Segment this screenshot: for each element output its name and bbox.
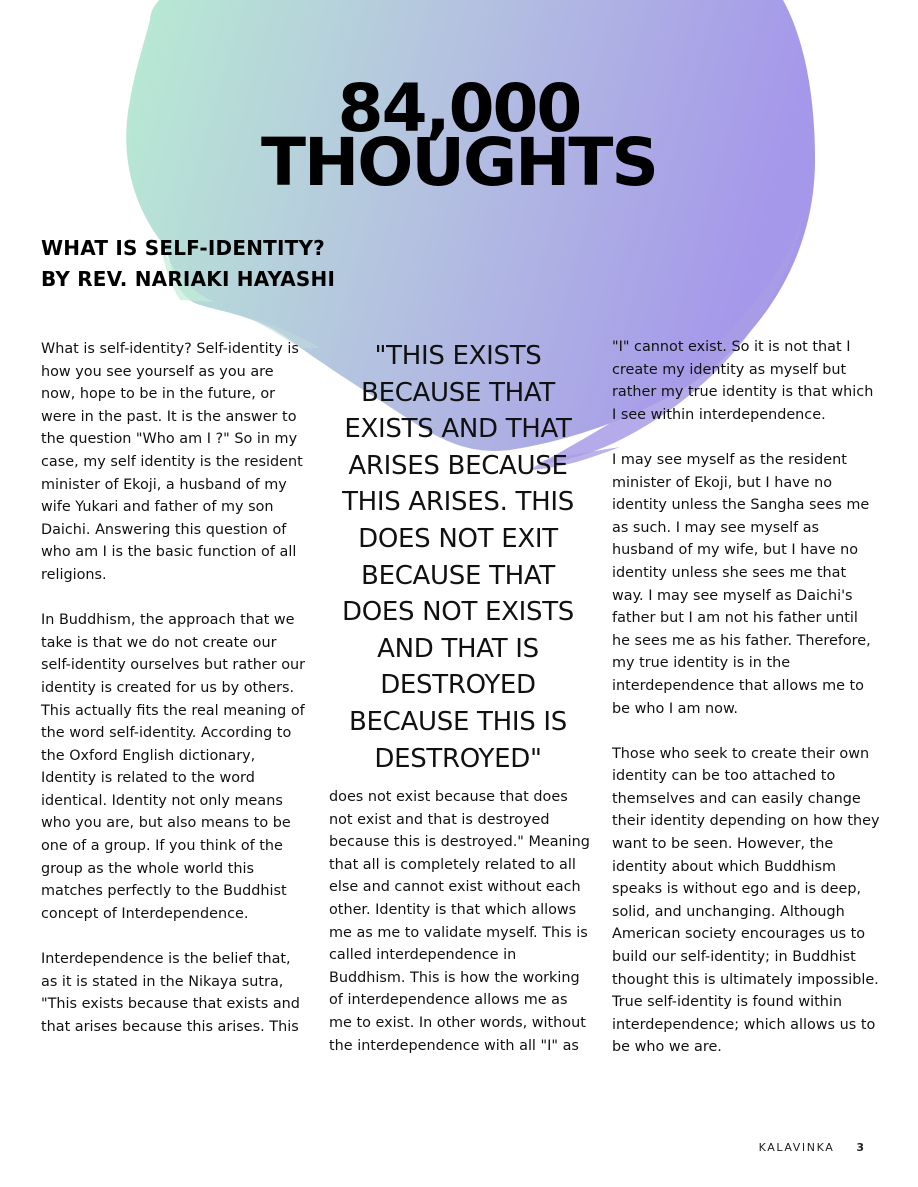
page-footer — [759, 1141, 864, 1154]
paragraph: "I" cannot exist. So it is not that I create my identity as myself but rather my true identity is that which I see within interdependence. — [612, 339, 874, 423]
page-number: 3 — [856, 1141, 864, 1154]
magazine-title-line1: 84,000 — [337, 70, 581, 147]
paragraph: Those who seek to create their own identity can be too attached to themselves and can easily change their identity depending on how they want to be seen. However, the identity about which Buddhism speaks is without ego and is deep, solid, and unchanging. Although American society encourages us to build our self-identity; in Buddhist thought this is ultimately impossible. True self-identity is found within interdependence; which allows us to be who we are. — [612, 745, 880, 1056]
publication-name: KALAVINKA — [758, 1141, 835, 1154]
article-author: BY REV. NARIAKI HAYASHI — [41, 267, 336, 291]
article-column-1 — [41, 338, 309, 1061]
magazine-title-line2: THOUGHTS — [261, 124, 657, 201]
paragraph: In Buddhism, the approach that we take is that we do not create our self-identity ourselves but rather our identity is created for us by others. This actually fits the real meaning of the word self-identity. According to the Oxford English dictionary, Identity is related to the word identical. Identity not only means who you are, but also means to be one of a group. If you think of the group as the whole world this matches perfectly to the Buddhist concept of Interdependence. — [41, 612, 306, 922]
paragraph: I may see myself as the resident minister of Ekoji, but I have no identity unless the Sangha sees me as such. I may see myself as husband of my wife, but I have no identity unless she sees me that way. I may see myself as Daichi's father but I am not his father until he sees me as his father. Therefore, my true identity is in the interdependence that allows me to be who I am now. — [612, 451, 871, 717]
pull-quote: "THIS EXISTS BECAUSE THAT EXISTS AND THAT ARISES BECAUSE THIS ARISES. THIS DOES NOT EXIT BECAUSE THAT DOES NOT EXISTS AND THAT IS DESTROYED BECAUSE THIS IS DESTROYED" — [341, 341, 575, 774]
article-column-3 — [612, 336, 880, 1082]
article-column-2 — [329, 786, 591, 1080]
paragraph: does not exist because that does not exist and that is destroyed because this is destroyed." Meaning that all is completely related to all else and cannot exist without each other. Identity is that which allows me as me to validate myself. This is called interdependence in Buddhism. This is how the working of interdependence allows me as me to exist. In other words, without the interdependence with all "I" as — [329, 789, 590, 1054]
article-title: WHAT IS SELF-IDENTITY? — [41, 236, 325, 260]
paragraph: Interdependence is the belief that, as it is stated in the Nikaya sutra, "This exists because that exists and that arises because this arises. This — [41, 951, 300, 1035]
paragraph: What is self-identity? Self-identity is how you see yourself as you are now, hope to be in the future, or were in the past. It is the answer to the question "Who am I ?" So in my case, my self identity is the resident minister of Ekoji, a husband of my wife Yukari and father of my son Daichi. Answering this question of who am I is the basic function of all religions. — [41, 341, 303, 583]
article-heading — [41, 233, 335, 295]
